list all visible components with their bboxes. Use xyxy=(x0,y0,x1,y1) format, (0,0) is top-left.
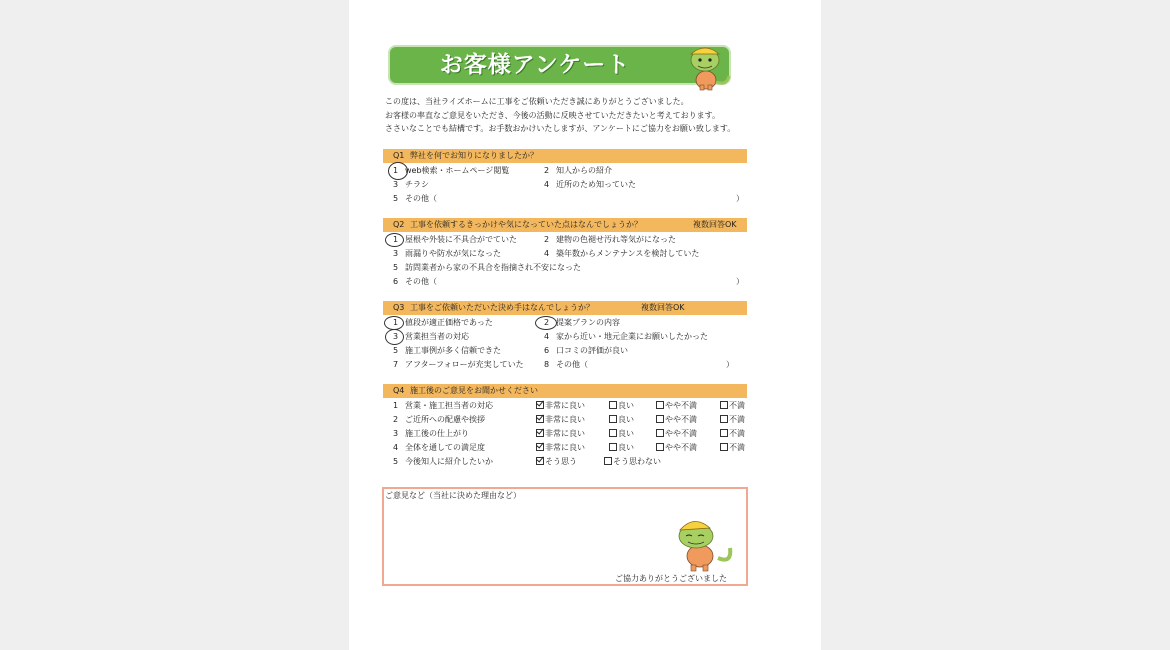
choice-very-good[interactable]: 非常に良い xyxy=(536,442,585,453)
q3-option-4[interactable]: 4 家から近い・地元企業にお願いしたかった xyxy=(544,332,708,341)
q3-option-8[interactable]: 8 その他（ xyxy=(544,360,588,369)
checkbox[interactable] xyxy=(604,457,612,465)
checkbox-checked[interactable] xyxy=(536,443,544,451)
q3-option-5[interactable]: 5 施工事例が多く信頼できた xyxy=(393,346,501,355)
checkbox[interactable] xyxy=(656,429,664,437)
comment-label: ご意見など（当社に決めた理由など） xyxy=(385,491,521,500)
q1-option-1[interactable]: 1 web検索・ホームページ閲覧 xyxy=(393,166,510,175)
choice-good[interactable]: 良い xyxy=(609,400,634,411)
choice-dissatisfied[interactable]: 不満 xyxy=(720,400,745,411)
checkbox[interactable] xyxy=(720,415,728,423)
mascot-icon xyxy=(683,40,733,92)
choice-somewhat-dissatisfied[interactable]: やや不満 xyxy=(656,428,697,439)
question-number: Q3 xyxy=(393,303,405,312)
choice-very-good[interactable]: 非常に良い xyxy=(536,414,585,425)
checkbox[interactable] xyxy=(720,443,728,451)
checkbox[interactable] xyxy=(609,415,617,423)
choice-good[interactable]: 良い xyxy=(609,428,634,439)
title-banner xyxy=(388,45,731,85)
q3-option-1[interactable]: 1 値段が適正価格であった xyxy=(393,318,493,327)
checkbox[interactable] xyxy=(609,401,617,409)
question-header-q4 xyxy=(383,384,747,398)
choice-good[interactable]: 良い xyxy=(609,414,634,425)
intro-line: ささいなことでも結構です。お手数おかけいたしますが、アンケートにご協力をお願い致します。 xyxy=(385,124,736,134)
q1-option-4[interactable]: 4 近所のため知っていた xyxy=(544,180,636,189)
q2-option-5[interactable]: 5 訪問業者から家の不具合を指摘され不安になった xyxy=(393,263,581,272)
question-header-q2 xyxy=(383,218,747,232)
checkbox[interactable] xyxy=(656,401,664,409)
checkbox-checked[interactable] xyxy=(536,457,544,465)
choice-somewhat-dissatisfied[interactable]: やや不満 xyxy=(656,442,697,453)
checkbox[interactable] xyxy=(720,401,728,409)
q1-option-2[interactable]: 2 知人からの紹介 xyxy=(544,166,612,175)
intro-text xyxy=(385,95,750,136)
checkbox-checked[interactable] xyxy=(536,429,544,437)
question-header-q1 xyxy=(383,149,747,163)
question-number: Q4 xyxy=(393,386,405,395)
thank-you-message: ご協力ありがとうございました xyxy=(615,574,727,583)
q2-option-3[interactable]: 3 雨漏りや防水が気になった xyxy=(393,249,501,258)
q3-option-3[interactable]: 3 営業担当者の対応 xyxy=(393,332,469,341)
close-paren: ） xyxy=(736,277,744,286)
choice-no[interactable]: そう思わない xyxy=(604,456,661,467)
close-paren: ） xyxy=(726,360,734,369)
question-text: 工事をご依頼いただいた決め手はなんでしょうか？ xyxy=(410,303,594,312)
page-title: お客様アンケート xyxy=(439,52,631,78)
hand-drawn-circle xyxy=(384,316,404,330)
checkbox[interactable] xyxy=(609,443,617,451)
hand-drawn-circle xyxy=(535,316,557,330)
checkbox[interactable] xyxy=(609,429,617,437)
multiple-answers-note: 複数回答OK xyxy=(693,220,737,229)
choice-somewhat-dissatisfied[interactable]: やや不満 xyxy=(656,414,697,425)
question-text: 工事を依頼するきっかけや気になっていた点はなんでしょうか？ xyxy=(410,220,642,229)
choice-dissatisfied[interactable]: 不満 xyxy=(720,414,745,425)
question-text: 弊社を何でお知りになりましたか？ xyxy=(410,151,538,160)
checkbox-checked[interactable] xyxy=(536,401,544,409)
q2-option-6[interactable]: 6 その他（ xyxy=(393,277,437,286)
intro-line: この度は、当社ライズホームに工事をご依頼いただき誠にありがとうございました。 xyxy=(385,97,689,106)
question-number: Q2 xyxy=(393,220,405,229)
hand-drawn-circle xyxy=(385,233,404,247)
choice-dissatisfied[interactable]: 不満 xyxy=(720,442,745,453)
intro-line: お客様の率直なご意見をいただき、今後の活動に反映させていただきたいと考えております。 xyxy=(385,110,721,120)
multiple-answers-note: 複数回答OK xyxy=(641,303,685,312)
q3-option-2[interactable]: 2 提案プランの内容 xyxy=(544,318,620,327)
checkbox-checked[interactable] xyxy=(536,415,544,423)
hand-drawn-circle xyxy=(388,162,408,180)
checkbox[interactable] xyxy=(720,429,728,437)
choice-somewhat-dissatisfied[interactable]: やや不満 xyxy=(656,400,697,411)
q3-option-7[interactable]: 7 アフターフォローが充実していた xyxy=(393,360,524,369)
choice-very-good[interactable]: 非常に良い xyxy=(536,428,585,439)
choice-very-good[interactable]: 非常に良い xyxy=(536,400,585,411)
choice-good[interactable]: 良い xyxy=(609,442,634,453)
mascot-icon xyxy=(672,512,734,574)
q1-option-5[interactable]: 5 その他（ xyxy=(393,194,437,203)
q2-option-2[interactable]: 2 建物の色褪せ汚れ等気がになった xyxy=(544,235,676,244)
choice-dissatisfied[interactable]: 不満 xyxy=(720,428,745,439)
checkbox[interactable] xyxy=(656,443,664,451)
choice-yes[interactable]: そう思う xyxy=(536,456,577,467)
q2-option-4[interactable]: 4 築年数からメンテナンスを検討していた xyxy=(544,249,700,258)
q1-option-3[interactable]: 3 チラシ xyxy=(393,180,429,189)
checkbox[interactable] xyxy=(656,415,664,423)
question-text: 施工後のご意見をお聞かせください xyxy=(410,386,538,395)
q3-option-6[interactable]: 6 口コミの評価が良い xyxy=(544,346,628,355)
close-paren: ） xyxy=(736,194,744,203)
q2-option-1[interactable]: 1 屋根や外装に不具合がでていた xyxy=(393,235,517,244)
question-number: Q1 xyxy=(393,151,405,160)
hand-drawn-circle xyxy=(385,329,404,345)
question-header-q3 xyxy=(383,301,747,315)
